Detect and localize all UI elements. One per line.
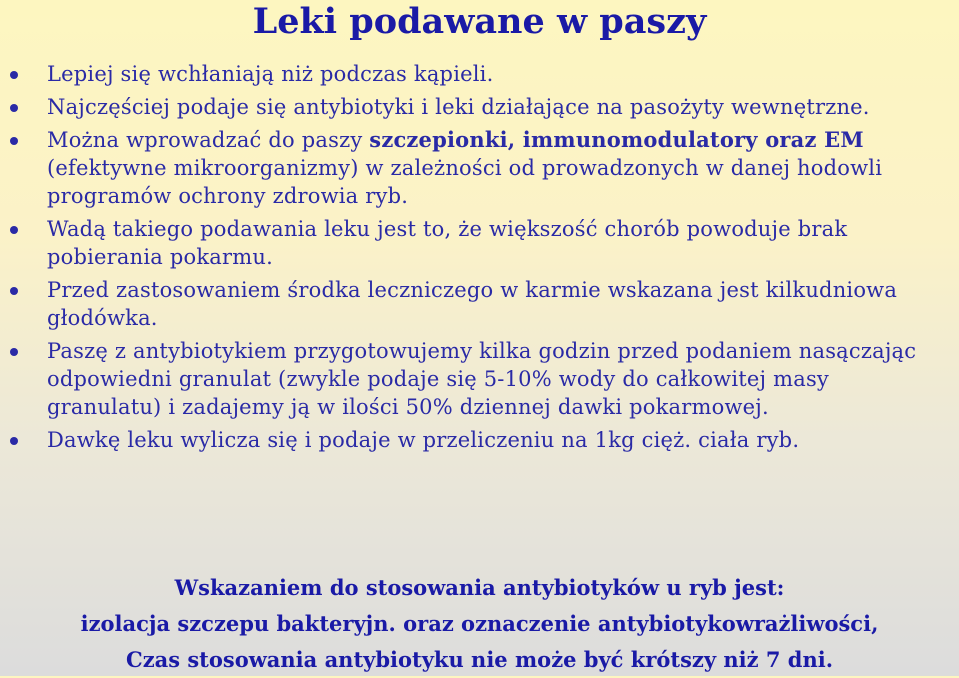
bullet-text: Wadą takiego podawania leku jest to, że większość chorób powoduje brak pobierania pokarmu. <box>47 217 848 269</box>
bullet-dot-icon <box>10 437 18 445</box>
summary-line-1: Wskazaniem do stosowania antybiotyków u ryb jest: <box>174 575 785 600</box>
bullet-text: Paszę z antybiotykiem przygotowujemy kilka godzin przed podaniem nasączając odpowiedni granulat (zwykle podaje się 5-10% wody do całkowitej masy granulatu) i zadajemy ją w ilości 50% dziennej dawki pokarmowej. <box>47 339 917 419</box>
bullet-list <box>0 60 950 459</box>
slide-title: Leki podawane w paszy <box>252 1 707 42</box>
bullet-item <box>0 276 950 332</box>
bullet-text-post: (efektywne mikroorganizmy) w zależności od prowadzonych w danej hodowli programów ochrony zdrowia ryb. <box>47 156 883 208</box>
bullet-text: Dawkę leku wylicza się i podaje w przeliczeniu na 1kg cięż. ciała ryb. <box>47 428 800 452</box>
bullet-dot-icon <box>10 104 18 112</box>
bullet-item <box>0 126 950 210</box>
bullet-item <box>0 337 950 421</box>
bullet-item <box>0 215 950 271</box>
bullet-item <box>0 60 950 88</box>
bullet-item <box>0 426 950 454</box>
bullet-text: Przed zastosowaniem środka leczniczego w karmie wskazana jest kilkudniowa głodówka. <box>47 278 898 330</box>
summary-line-3: Czas stosowania antybiotyku nie może być krótszy niż 7 dni. <box>125 647 834 672</box>
bullet-text-bold: szczepionki, immunomodulatory oraz EM <box>369 127 864 152</box>
bullet-text-pre: Można wprowadzać do paszy <box>47 128 370 152</box>
bullet-dot-icon <box>10 287 18 295</box>
bullet-item <box>0 93 950 121</box>
bullet-dot-icon <box>10 348 18 356</box>
summary-line-2: izolacja szczepu bakteryjn. oraz oznaczenie antybiotykowrażliwości, <box>80 611 879 636</box>
bullet-dot-icon <box>10 137 18 145</box>
bullet-text: Najczęściej podaje się antybiotyki i leki działające na pasożyty wewnętrzne. <box>47 95 870 119</box>
bullet-dot-icon <box>10 226 18 234</box>
bullet-dot-icon <box>10 71 18 79</box>
summary-block <box>0 570 959 678</box>
bullet-text: Lepiej się wchłaniają niż podczas kąpieli. <box>47 62 494 86</box>
